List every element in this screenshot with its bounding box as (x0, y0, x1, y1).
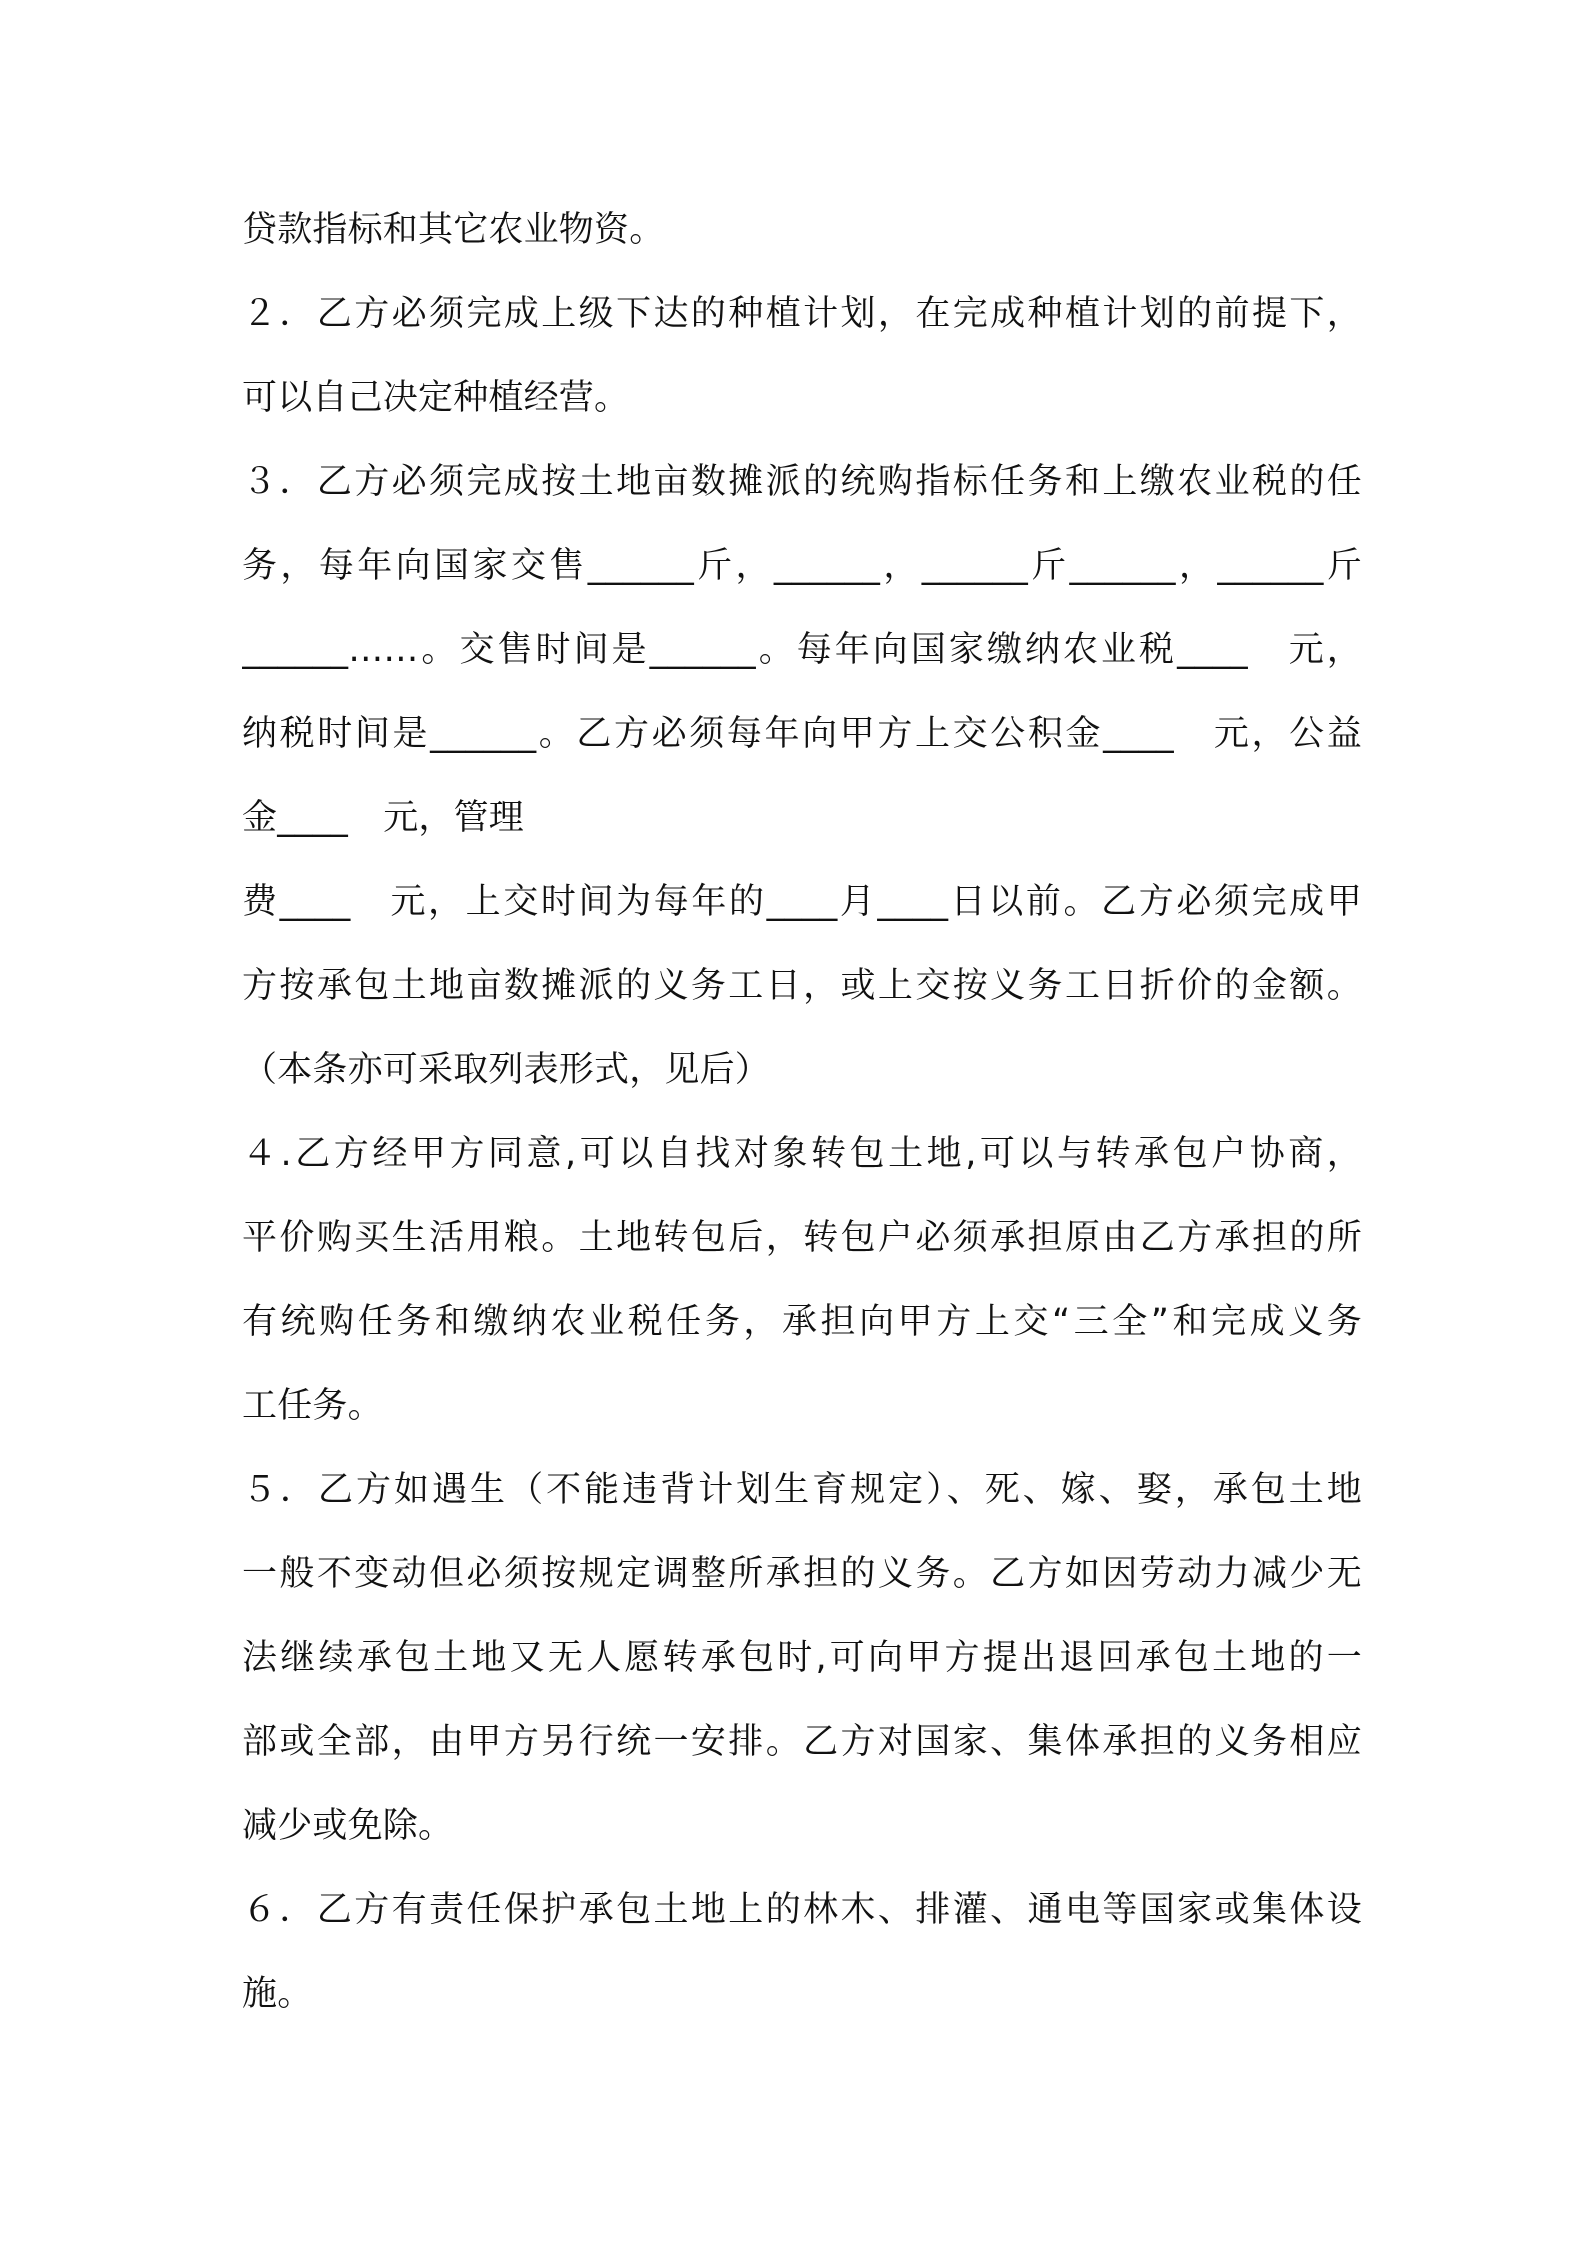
text-line: 务，每年向国家交售______斤，______，______斤______，______斤 (242, 546, 1362, 586)
text-line: ５．乙方如遇生（不能违背计划生育规定）、死、嫁、娶，承包土地 (242, 1470, 1362, 1510)
text-line: 可以自己决定种植经营。 (242, 378, 630, 418)
text-line: 金____ 元，管理 (242, 798, 525, 838)
text-line: 施。 (242, 1974, 313, 2014)
text-line: 部或全部，由甲方另行统一安排。乙方对国家、集体承担的义务相应 (242, 1722, 1362, 1762)
text-line: ４.乙方经甲方同意,可以自找对象转包土地,可以与转承包户协商， (242, 1134, 1362, 1174)
document-page (242, 200, 1362, 2048)
text-line: 有统购任务和缴纳农业税任务，承担向甲方上交“三全”和完成义务 (242, 1302, 1362, 1342)
text-line: ３．乙方必须完成按土地亩数摊派的统购指标任务和上缴农业税的任 (242, 462, 1362, 502)
text-line: 一般不变动但必须按规定调整所承担的义务。乙方如因劳动力减少无 (242, 1554, 1362, 1594)
text-line: 费____ 元，上交时间为每年的____月____日以前。乙方必须完成甲 (242, 882, 1362, 922)
text-line: 纳税时间是______。乙方必须每年向甲方上交公积金____ 元，公益 (242, 714, 1362, 754)
text-line: 方按承包土地亩数摊派的义务工日，或上交按义务工日折价的金额。 (242, 966, 1362, 1006)
text-line: （本条亦可采取列表形式，见后） (242, 1050, 771, 1090)
text-line: ２．乙方必须完成上级下达的种植计划，在完成种植计划的前提下， (242, 294, 1362, 334)
text-line: 法继续承包土地又无人愿转承包时,可向甲方提出退回承包土地的一 (242, 1638, 1362, 1678)
text-line: 减少或免除。 (242, 1806, 454, 1846)
text-line: 工任务。 (242, 1386, 383, 1426)
text-line: 贷款指标和其它农业物资。 (242, 210, 665, 250)
text-line: 平价购买生活用粮。土地转包后，转包户必须承担原由乙方承担的所 (242, 1218, 1362, 1258)
text-line: ６．乙方有责任保护承包土地上的林木、排灌、通电等国家或集体设 (242, 1890, 1362, 1930)
text-line: ______……。交售时间是______。每年向国家缴纳农业税____ 元， (242, 630, 1362, 670)
